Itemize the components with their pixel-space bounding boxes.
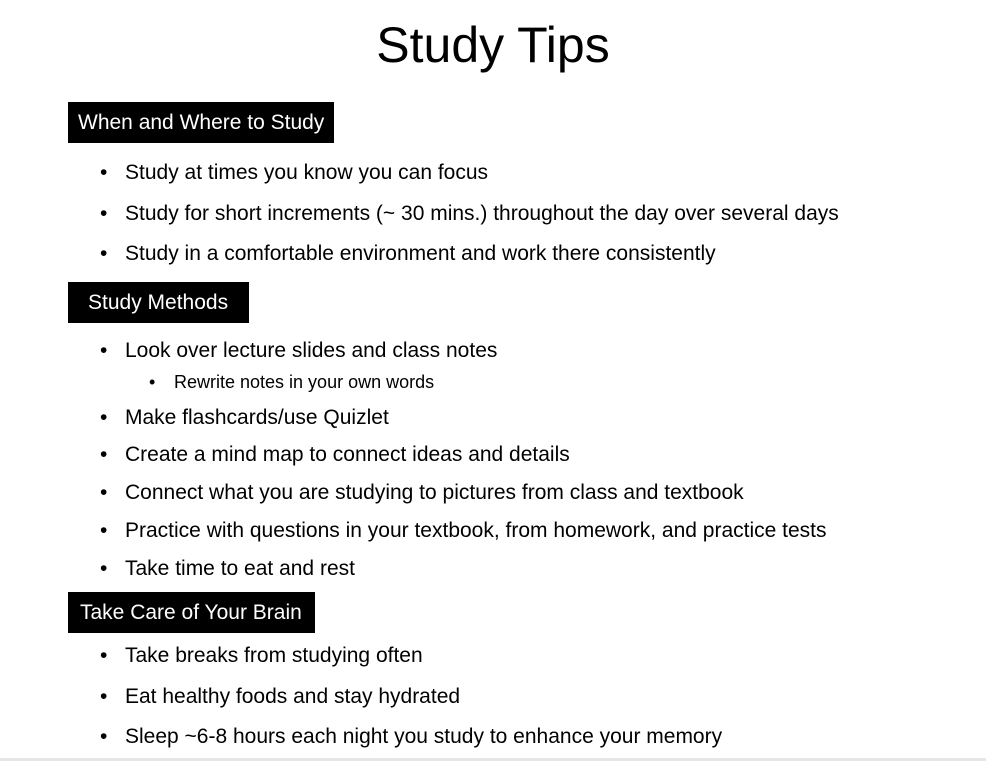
list-item-text: Study for short increments (~ 30 mins.) throughout the day over several days <box>125 202 839 225</box>
list-item-text: Look over lecture slides and class notes <box>125 339 498 362</box>
list-item-text: Practice with questions in your textbook, from homework, and practice tests <box>125 519 827 542</box>
bullet-icon: • <box>149 372 156 392</box>
list-item-text: Make flashcards/use Quizlet <box>125 406 389 429</box>
page-title: Study Tips <box>376 17 610 73</box>
bullet-icon: • <box>100 242 108 265</box>
section-header-study-methods: Study Methods <box>68 282 249 323</box>
list-item-text: Connect what you are studying to pictures from class and textbook <box>125 481 744 504</box>
bullet-icon: • <box>100 725 108 748</box>
section-header-when-where: When and Where to Study <box>68 102 334 143</box>
bullet-icon: • <box>100 406 108 429</box>
bullet-icon: • <box>100 644 108 667</box>
bullet-icon: • <box>100 202 108 225</box>
list-item-text: Take breaks from studying often <box>125 644 423 667</box>
list-item-text: Create a mind map to connect ideas and details <box>125 443 570 466</box>
bullet-icon: • <box>100 161 108 184</box>
bullet-icon: • <box>100 557 108 580</box>
list-item-text: Study at times you know you can focus <box>125 161 489 184</box>
sub-list-item-text: Rewrite notes in your own words <box>174 372 435 392</box>
section-header-take-care-brain: Take Care of Your Brain <box>68 592 315 633</box>
bullet-icon: • <box>100 685 108 708</box>
list-item-text: Sleep ~6-8 hours each night you study to enhance your memory <box>125 725 723 748</box>
bullet-icon: • <box>100 519 108 542</box>
list-item-text: Study in a comfortable environment and work there consistently <box>125 242 716 265</box>
list-item-text: Eat healthy foods and stay hydrated <box>125 685 461 708</box>
list-item-text: Take time to eat and rest <box>125 557 355 580</box>
bullet-icon: • <box>100 339 108 362</box>
bullet-icon: • <box>100 481 108 504</box>
bullet-icon: • <box>100 443 108 466</box>
